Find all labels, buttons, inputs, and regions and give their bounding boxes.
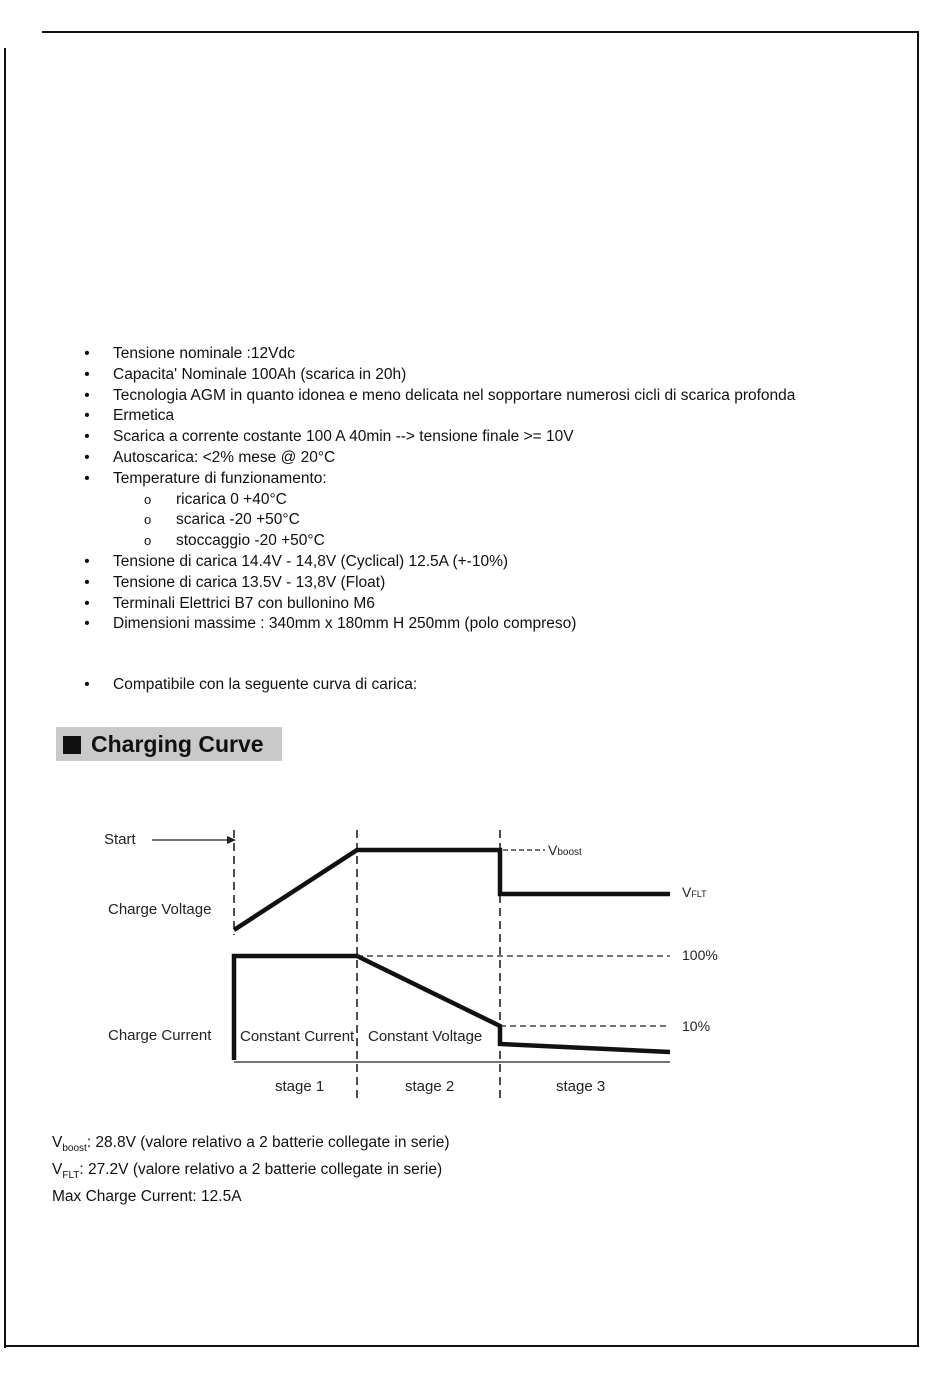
bullet-icon: • <box>84 448 90 466</box>
charging-curve-diagram <box>90 820 750 1110</box>
list-item-text: Autoscarica: <2% mese @ 20°C <box>113 448 336 466</box>
stage3-label: stage 3 <box>556 1078 606 1095</box>
pct10-label: 10% <box>682 1018 711 1034</box>
vboost-label: Vboost <box>548 842 582 858</box>
bullet-icon: • <box>84 345 90 362</box>
constant-current-label: Constant Current <box>240 1028 355 1045</box>
list-item <box>80 406 910 427</box>
pct100-label: 100% <box>682 947 718 963</box>
list-item <box>80 594 910 615</box>
list-item-text: Compatibile con la seguente curva di carica: <box>113 676 418 694</box>
list-item-text: Dimensioni massime : 340mm x 180mm H 250mm (polo compreso) <box>113 615 577 633</box>
bullet-icon: • <box>84 469 90 487</box>
list-item <box>80 552 910 573</box>
section-title <box>56 727 282 761</box>
list-item <box>80 344 910 365</box>
frame-top-border <box>42 31 919 33</box>
spec-list <box>80 344 910 696</box>
list-item-text: Temperature di funzionamento: <box>113 469 327 487</box>
frame-bottom-border <box>4 1345 919 1347</box>
list-item <box>80 427 910 448</box>
sub-list-item-text: scarica -20 +50°C <box>176 511 300 529</box>
list-item-text: Tensione di carica 14.4V - 14,8V (Cyclical) 12.5A (+-10%) <box>113 552 509 570</box>
list-item-text: Scarica a corrente costante 100 A 40min --> tensione finale >= 10V <box>113 428 574 446</box>
circle-bullet-icon: o <box>144 533 152 549</box>
list-item-text: Capacita' Nominale 100Ah (scarica in 20h) <box>113 365 407 383</box>
stage1-label: stage 1 <box>275 1078 325 1095</box>
max-current-note: Max Charge Current: 12.5A <box>52 1187 242 1205</box>
stage2-label: stage 2 <box>405 1078 455 1095</box>
sub-list-item <box>80 510 910 531</box>
circle-bullet-icon: o <box>144 512 152 528</box>
list-item-text: Terminali Elettrici B7 con bullonino M6 <box>113 594 375 612</box>
square-icon <box>63 736 81 754</box>
bullet-icon: • <box>84 676 90 694</box>
list-item <box>80 386 910 407</box>
list-item <box>80 365 910 386</box>
vboost-note: $V_{boost}$: 28.8V (valore relativo a 2 batterie collegate in serie) <box>52 1134 450 1155</box>
vflt-label: VFLT <box>682 884 707 900</box>
bullet-icon: • <box>84 428 90 446</box>
sub-list-item <box>80 531 910 552</box>
sub-list-item-text: ricarica 0 +40°C <box>176 490 287 508</box>
list-item-text: Tecnologia AGM in quanto idonea e meno delicata nel sopportare numerosi cicli di scarica profonda <box>113 386 796 404</box>
charging-notes <box>52 1133 450 1208</box>
list-item <box>80 448 910 469</box>
constant-voltage-label: Constant Voltage <box>368 1028 483 1045</box>
bullet-icon: • <box>84 407 90 425</box>
list-item <box>80 469 910 490</box>
vflt-note: $V_{FLT}$: 27.2V (valore relativo a 2 batterie collegate in serie) <box>52 1160 443 1181</box>
list-item-text: Ermetica <box>113 407 175 425</box>
bullet-icon: • <box>84 365 90 383</box>
list-item <box>80 675 910 696</box>
bullet-icon: • <box>84 594 90 612</box>
sub-list-item <box>80 490 910 511</box>
circle-bullet-icon: o <box>144 491 152 507</box>
charge-voltage-label: Charge Voltage <box>108 901 212 918</box>
start-label: Start <box>104 831 136 848</box>
list-item-text: Tensione nominale :12Vdc <box>113 345 295 362</box>
sub-list-item-text: stoccaggio -20 +50°C <box>176 532 325 550</box>
frame-right-border <box>917 31 919 1347</box>
list-item <box>80 573 910 594</box>
frame-left-border <box>4 48 6 1348</box>
charge-voltage-curve <box>234 850 670 930</box>
list-item-text: Tensione di carica 13.5V - 13,8V (Float) <box>113 573 386 591</box>
section-title-text: Charging Curve <box>91 731 264 757</box>
bullet-icon: • <box>84 615 90 633</box>
charge-current-label: Charge Current <box>108 1027 212 1044</box>
spacer <box>80 635 910 675</box>
list-item <box>80 614 910 635</box>
bullet-icon: • <box>84 386 90 404</box>
bullet-icon: • <box>84 552 90 570</box>
bullet-icon: • <box>84 573 90 591</box>
